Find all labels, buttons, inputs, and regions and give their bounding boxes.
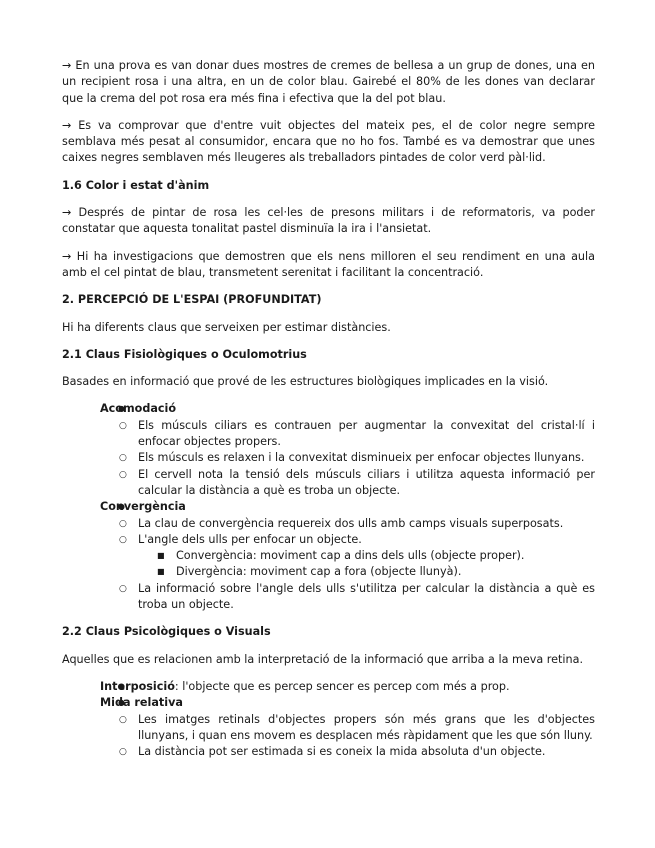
paragraph-blue-classroom: → Hi ha investigacions que demostren que els nens milloren el seu rendiment en una aula amb el cel pintat de blau, transmetent serenitat i facilitant la concentració.	[62, 249, 595, 279]
document-content	[62, 58, 595, 771]
list-item: ■ Convergència: moviment cap a dins dels ulls (objecte proper).	[176, 548, 595, 564]
list-item-interposicio	[100, 679, 595, 695]
list-item: ○ Els músculs es relaxen i la convexitat disminueix per enfocar objectes llunyans.	[138, 450, 595, 466]
angle-sublist	[138, 548, 595, 581]
list-item-angle	[138, 532, 595, 581]
interposicio-text: : l'objecte que es percep sencer es percep com més a prop.	[174, 679, 510, 693]
mida-title: Mida relativa	[100, 696, 183, 710]
interposicio-title: Interposició	[100, 679, 175, 693]
acomodacio-title: Acomodació	[100, 402, 177, 416]
paragraph-psychological: Aquelles que es relacionen amb la interpretació de la informació que arriba a la meva retina.	[62, 652, 584, 666]
acomodacio-sublist	[100, 418, 595, 499]
paragraph-pink-cells: → Després de pintar de rosa les cel·les de presons militars i de reformatoris, va poder constatar que aquesta tonalitat pastel disminuïa la ira i l'ansietat.	[62, 206, 595, 236]
list-item: ○ La informació sobre l'angle dels ulls s'utilitza per calcular la distància a què es troba un objecte.	[138, 581, 595, 614]
mida-sublist	[100, 712, 595, 761]
list-item-convergencia	[100, 499, 595, 613]
list-item: ○ El cervell nota la tensió dels músculs ciliars i utilitza aquesta informació per calcular la distància a què es troba un objecte.	[138, 467, 595, 500]
list-item: ■ Divergència: moviment cap a fora (objecte llunyà).	[176, 564, 595, 580]
list-item: ○ Les imatges retinals d'objectes propers són més grans que les d'objectes llunyans, i quan ens movem es desplacen més ràpidament que les que són lluny.	[138, 712, 595, 745]
list-item-acomodacio	[100, 401, 595, 499]
physiological-list	[62, 401, 595, 613]
convergencia-sublist	[100, 516, 595, 614]
paragraph-black-objects: → Es va comprovar que d'entre vuit objectes del mateix pes, el de color negre sempre semblava més pesat al consumidor, encara que no ho fos. També es va demostrar que unes caixes negres semblaven més lleugeres als treballadors pintades de color verd pàl·lid.	[62, 118, 595, 165]
psychological-list	[62, 679, 595, 760]
list-item: ○ Els músculs ciliars es contrauen per augmentar la convexitat del cristal·lí i enfocar objectes propers.	[138, 418, 595, 451]
heading-2-1: 2.1 Claus Fisiològiques o Oculomotrius	[62, 347, 307, 361]
paragraph-physiological: Basades en informació que prové de les estructures biològiques implicades en la visió.	[62, 375, 549, 389]
heading-2: 2. PERCEPCIÓ DE L'ESPAI (PROFUNDITAT)	[62, 293, 322, 307]
angle-text: L'angle dels ulls per enfocar un objecte.	[138, 532, 362, 546]
heading-1-6: 1.6 Color i estat d'ànim	[62, 178, 210, 192]
paragraph-cream-test: → En una prova es van donar dues mostres de cremes de bellesa a un grup de dones, una en un recipient rosa i una altra, en un de color blau. Gairebé el 80% de les dones van declarar que la crema del pot rosa era més fina i efectiva que la del pot blau.	[62, 59, 595, 105]
convergencia-title: Convergència	[100, 500, 186, 514]
heading-2-2: 2.2 Claus Psicològiques o Visuals	[62, 625, 271, 639]
paragraph-depth-intro: Hi ha diferents claus que serveixen per estimar distàncies.	[62, 320, 391, 334]
list-item-mida	[100, 695, 595, 760]
list-item: ○ La distància pot ser estimada si es coneix la mida absoluta d'un objecte.	[138, 744, 595, 760]
list-item: ○ La clau de convergència requereix dos ulls amb camps visuals superposats.	[138, 516, 595, 532]
